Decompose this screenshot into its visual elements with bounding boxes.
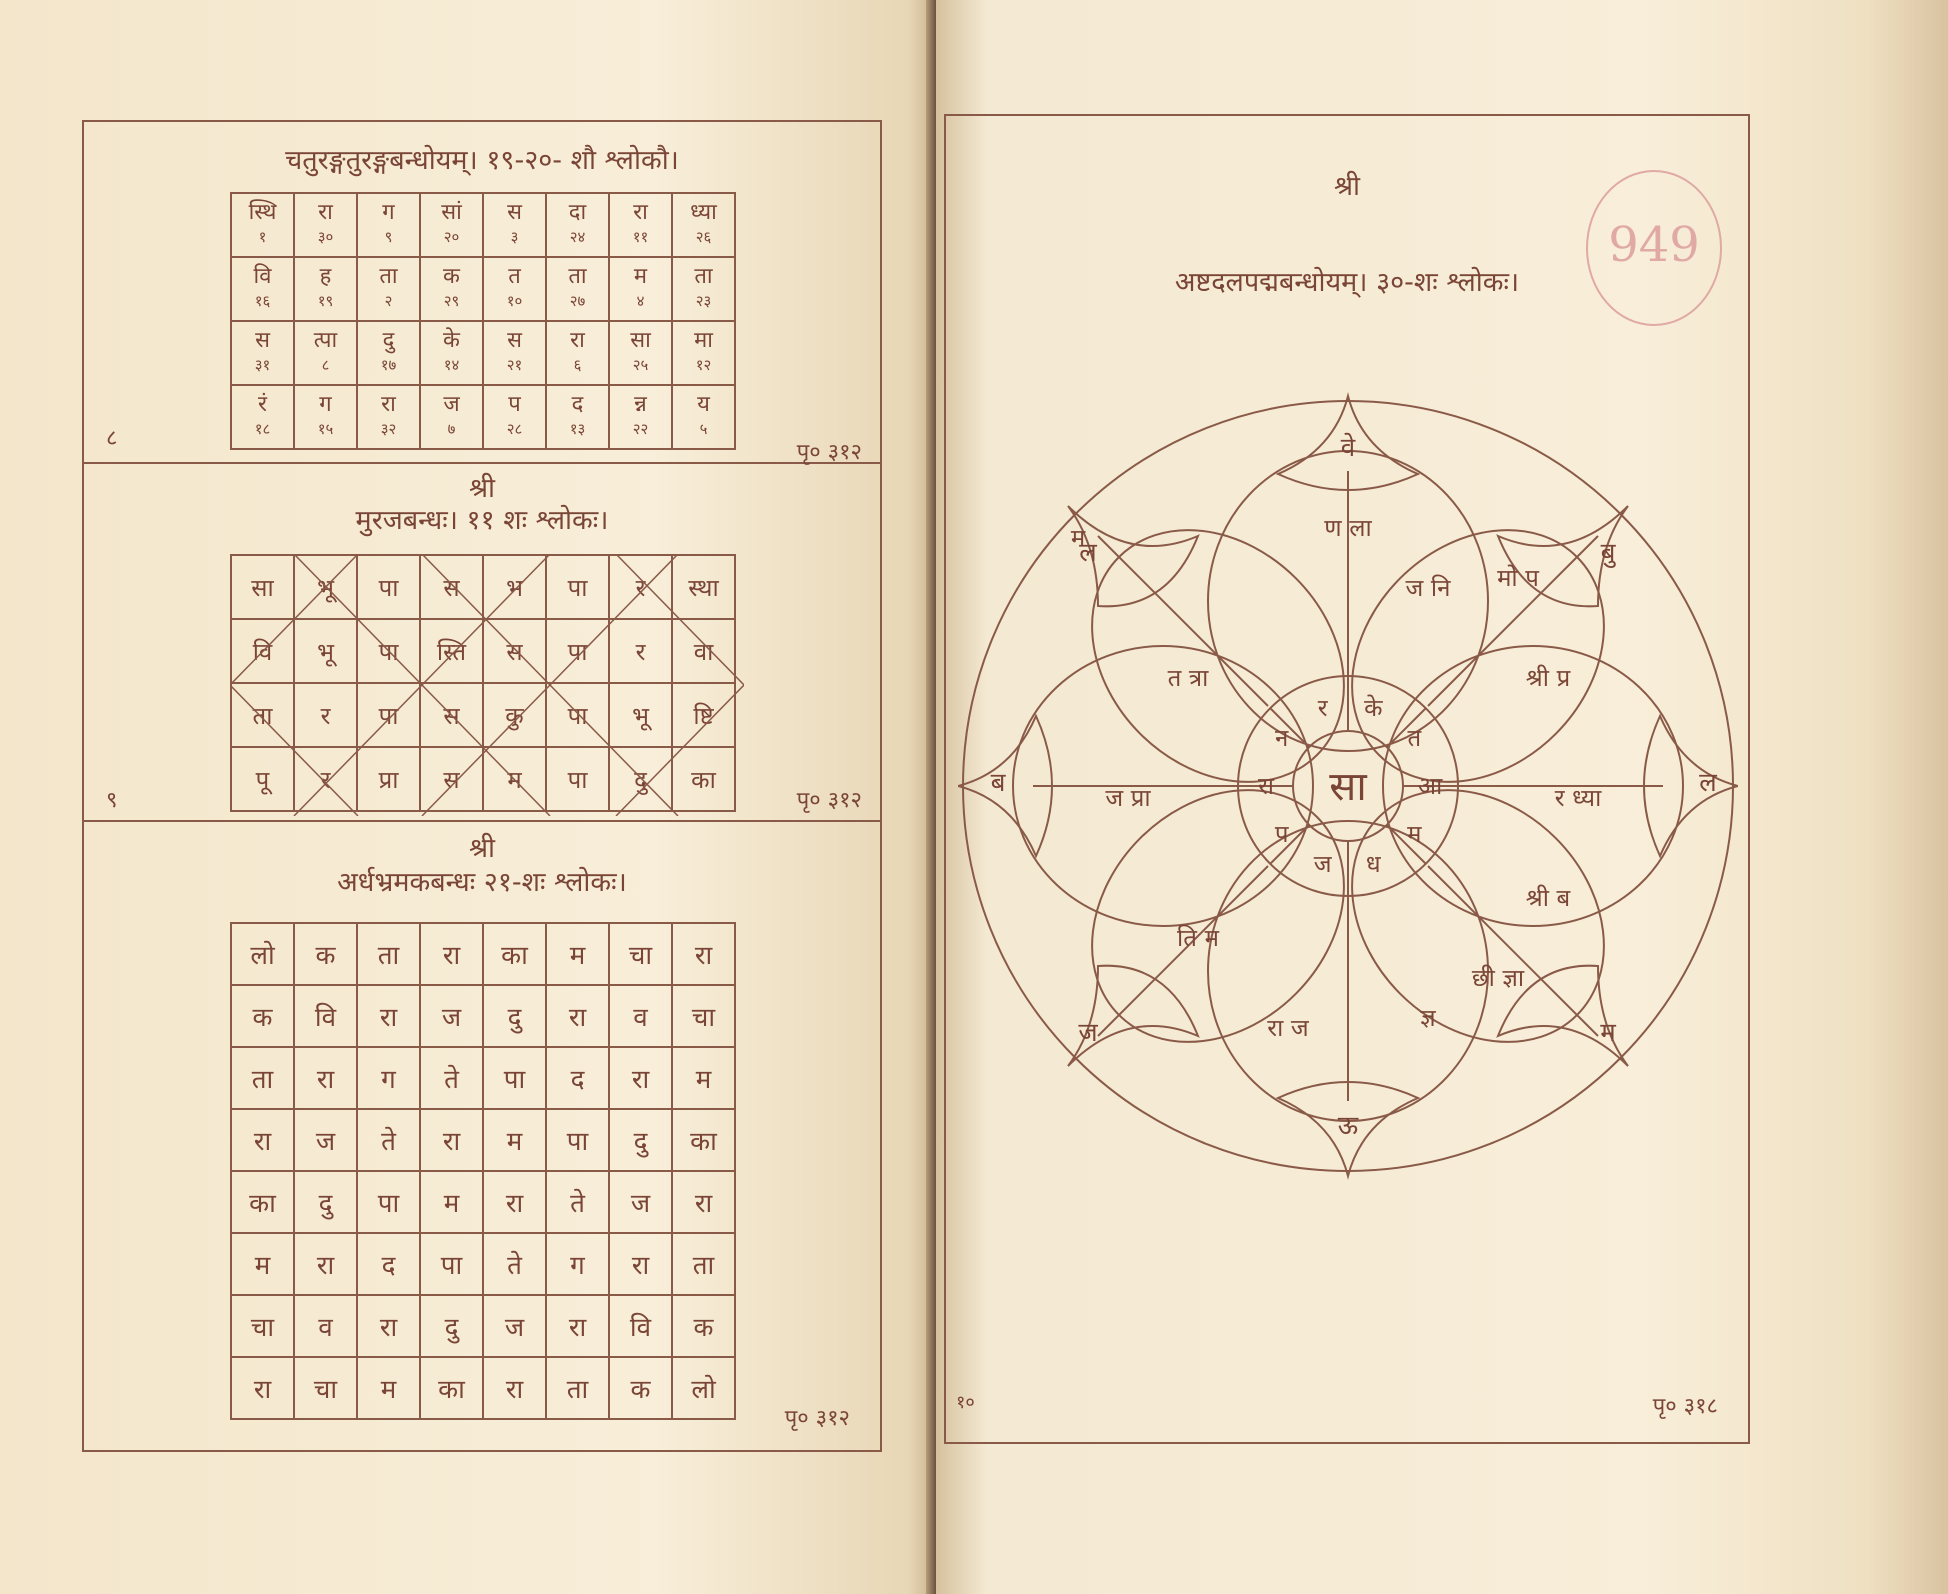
grid-cell — [231, 385, 294, 449]
grid-row — [231, 321, 735, 385]
grid-cell — [294, 257, 357, 321]
inner-ring-syllable: रा — [1257, 772, 1275, 800]
grid-cell: रा — [231, 1109, 294, 1171]
chaturanga-grid — [230, 192, 736, 450]
cell-number: ८ — [321, 356, 330, 374]
cell-number: २९ — [443, 292, 460, 310]
grid-cell — [672, 321, 735, 385]
grid-cell: का — [672, 1109, 735, 1171]
muraja-diagonals — [230, 554, 744, 816]
grid-cell: क — [231, 985, 294, 1047]
right-page — [936, 0, 1948, 1594]
grid-cell: र — [294, 683, 357, 747]
petal-tip-syllable: ब — [990, 768, 1006, 798]
grid-cell: ता — [231, 1047, 294, 1109]
grid-cell: ज — [483, 1295, 546, 1357]
petal-syllables: त त्रा — [1167, 664, 1209, 692]
petal-syllables: रा ज — [1267, 1014, 1309, 1042]
petal-tip-syllable: ऊ — [1337, 1111, 1359, 1141]
cell-syllable: य — [697, 392, 710, 417]
cell-number: ५ — [699, 420, 708, 438]
grid-cell — [609, 193, 672, 257]
cell-syllable: स — [255, 328, 270, 353]
grid-cell: पा — [357, 555, 420, 619]
grid-cell: रा — [672, 1171, 735, 1233]
ardhabhramaka-title: अर्धभ्रमकबन्धः २१-शः श्लोकः। — [337, 867, 627, 898]
inner-ring-syllable: ज — [1313, 850, 1332, 878]
grid-row — [231, 193, 735, 257]
grid-cell: ता — [546, 1357, 609, 1419]
grid-cell — [609, 321, 672, 385]
grid-cell: भू — [294, 555, 357, 619]
grid-row — [231, 1109, 735, 1171]
page-reference: पृ० ३१२ — [796, 440, 862, 465]
grid-row — [231, 1233, 735, 1295]
petal-tip-syllable: ल — [1699, 768, 1717, 798]
grid-cell: दु — [609, 747, 672, 811]
grid-cell: म — [420, 1171, 483, 1233]
grid-cell: रा — [420, 1109, 483, 1171]
petal-syllables: म — [1070, 524, 1086, 552]
ashtadala-lotus-diagram — [958, 386, 1738, 1186]
grid-cell: म — [357, 1357, 420, 1419]
ashtadala-title: अष्टदलपद्मबन्धोयम्। ३०-शः श्लोकः। — [1174, 267, 1520, 298]
grid-cell — [294, 321, 357, 385]
grid-cell: व — [609, 985, 672, 1047]
ardhabhramaka-grid — [230, 922, 736, 1420]
cell-syllable: त — [508, 264, 521, 289]
grid-row — [231, 1047, 735, 1109]
cell-number: २४ — [569, 228, 586, 246]
cell-syllable: ज — [443, 392, 460, 417]
page-reference: पृ० ३१८ — [1652, 1394, 1718, 1419]
grid-cell: पू — [231, 747, 294, 811]
shri-heading: श्री — [468, 473, 496, 504]
inner-ring-syllable: के — [1364, 694, 1383, 722]
cell-syllable: सा — [630, 328, 651, 353]
left-page — [0, 0, 936, 1594]
lotus-center-syllable: सा — [1329, 764, 1367, 810]
grid-cell — [546, 321, 609, 385]
cell-number: २१ — [506, 356, 523, 374]
grid-row — [231, 1357, 735, 1419]
grid-cell: पा — [546, 555, 609, 619]
cell-number: २० — [443, 228, 460, 246]
grid-cell — [357, 385, 420, 449]
ardhabhramaka-panel — [84, 822, 880, 1448]
grid-cell: ता — [231, 683, 294, 747]
cell-syllable: रं — [258, 392, 267, 417]
grid-cell: रा — [483, 1357, 546, 1419]
grid-cell: रा — [420, 923, 483, 985]
grid-cell: पा — [357, 683, 420, 747]
cell-syllable: ता — [694, 264, 713, 289]
grid-cell: का — [231, 1171, 294, 1233]
grid-cell — [483, 257, 546, 321]
grid-cell — [231, 193, 294, 257]
grid-cell: दु — [483, 985, 546, 1047]
grid-cell: रा — [609, 1047, 672, 1109]
inner-ring-syllable: म — [1407, 820, 1422, 849]
grid-cell: ता — [357, 923, 420, 985]
petal-tip-syllable: वे — [1340, 433, 1356, 463]
petal-syllables: ज्ञ — [1420, 1004, 1436, 1032]
left-page-frame — [82, 120, 882, 1452]
petal-tip-syllable: म — [1600, 1018, 1616, 1048]
grid-cell: भू — [294, 619, 357, 683]
grid-cell: क — [609, 1357, 672, 1419]
grid-cell — [357, 193, 420, 257]
grid-cell: म — [546, 923, 609, 985]
grid-cell: कु — [483, 683, 546, 747]
cell-number: १७ — [380, 356, 397, 374]
petal-syllables: ण ला — [1324, 514, 1372, 542]
grid-cell: र — [609, 555, 672, 619]
petal-tip-syllable: ज — [1078, 1018, 1098, 1048]
grid-cell: र — [294, 747, 357, 811]
chaturanga-title: चतुरङ्गतुरङ्गबन्धोयम्। १९-२०- शौ श्लोकौ। — [285, 145, 679, 176]
grid-cell: क — [672, 1295, 735, 1357]
right-page-frame — [944, 114, 1750, 1444]
cell-syllable: क — [443, 264, 460, 289]
cell-syllable: ह — [319, 264, 332, 289]
cell-number: १३ — [569, 420, 586, 438]
cell-number: १ — [258, 228, 267, 246]
grid-cell — [483, 193, 546, 257]
grid-cell — [420, 257, 483, 321]
grid-cell — [546, 193, 609, 257]
grid-cell: ज — [420, 985, 483, 1047]
grid-cell: वि — [294, 985, 357, 1047]
cell-number: ३१ — [254, 356, 271, 374]
muraja-title: मुरजबन्धः। ११ शः श्लोकः। — [355, 505, 609, 536]
grid-cell: द — [357, 1233, 420, 1295]
grid-cell: रा — [546, 985, 609, 1047]
grid-cell: रा — [609, 1233, 672, 1295]
cell-syllable: दु — [382, 328, 395, 353]
grid-cell: दु — [294, 1171, 357, 1233]
grid-cell: ज — [294, 1109, 357, 1171]
cell-syllable: ता — [379, 264, 398, 289]
grid-cell — [231, 321, 294, 385]
grid-cell — [420, 385, 483, 449]
side-page-number: ९ — [106, 788, 118, 813]
petal-syllables: ति म — [1177, 924, 1219, 952]
grid-cell: ते — [357, 1109, 420, 1171]
grid-cell — [672, 257, 735, 321]
grid-cell: चा — [672, 985, 735, 1047]
grid-row — [231, 923, 735, 985]
grid-cell: द — [546, 1047, 609, 1109]
cell-syllable: सां — [441, 200, 462, 225]
grid-cell: लो — [231, 923, 294, 985]
grid-cell: पा — [546, 619, 609, 683]
grid-cell: क — [294, 923, 357, 985]
grid-cell: ते — [420, 1047, 483, 1109]
grid-cell: र — [609, 619, 672, 683]
cell-number: २७ — [569, 292, 586, 310]
grid-cell: पा — [546, 1109, 609, 1171]
grid-cell: सा — [231, 555, 294, 619]
grid-cell — [420, 193, 483, 257]
cell-syllable: म — [633, 264, 648, 289]
grid-cell: वि — [231, 619, 294, 683]
grid-cell: रा — [231, 1357, 294, 1419]
grid-cell: स — [420, 747, 483, 811]
cell-syllable: स — [507, 200, 522, 225]
cell-number: १० — [506, 292, 523, 310]
grid-cell: ग — [357, 1047, 420, 1109]
grid-cell: लो — [672, 1357, 735, 1419]
grid-cell: का — [420, 1357, 483, 1419]
grid-row — [231, 257, 735, 321]
cell-number: १२ — [695, 356, 712, 374]
grid-cell: पा — [546, 683, 609, 747]
cell-number: २६ — [695, 228, 712, 246]
cell-number: २२ — [632, 420, 649, 438]
cell-number: २३ — [695, 292, 712, 310]
cell-number: १५ — [317, 420, 334, 438]
grid-cell: का — [672, 747, 735, 811]
cell-syllable: के — [443, 328, 460, 353]
grid-cell: म — [672, 1047, 735, 1109]
shri-heading: श्री — [468, 833, 496, 864]
grid-cell: रा — [546, 1295, 609, 1357]
cell-number: १८ — [254, 420, 271, 438]
cell-syllable: स — [507, 328, 522, 353]
grid-cell: पा — [357, 619, 420, 683]
cell-syllable: त्पा — [313, 328, 338, 353]
muraja-panel — [84, 464, 880, 822]
petal-syllables: छी ज्ञा — [1471, 964, 1525, 992]
grid-cell — [546, 257, 609, 321]
cell-syllable: वि — [253, 264, 272, 289]
grid-cell: का — [483, 923, 546, 985]
petal-syllables: मो प — [1497, 564, 1539, 592]
cell-syllable: ध्या — [690, 200, 717, 225]
grid-cell: स — [483, 619, 546, 683]
grid-cell — [420, 321, 483, 385]
grid-cell: रा — [672, 923, 735, 985]
grid-cell: रा — [357, 985, 420, 1047]
petal-syllables: ज नि — [1405, 574, 1451, 602]
cell-syllable: रा — [318, 200, 333, 225]
inner-ring-syllable: र — [1317, 694, 1328, 722]
cell-number: १९ — [317, 292, 334, 310]
grid-cell — [609, 385, 672, 449]
grid-row — [231, 985, 735, 1047]
grid-cell — [609, 257, 672, 321]
grid-cell — [546, 385, 609, 449]
cell-number: २८ — [506, 420, 523, 438]
grid-cell: दु — [609, 1109, 672, 1171]
cell-number: १४ — [443, 356, 460, 374]
cell-number: १६ — [254, 292, 271, 310]
petal-tip-syllable: ल — [1079, 538, 1097, 568]
chaturanga-panel — [84, 122, 880, 464]
grid-cell — [231, 257, 294, 321]
grid-cell — [357, 321, 420, 385]
grid-cell: ते — [546, 1171, 609, 1233]
grid-cell: म — [483, 747, 546, 811]
petal-tip-syllable: बु — [1600, 538, 1616, 568]
inner-ring-syllable: ध — [1365, 850, 1381, 878]
cell-syllable: न्न — [634, 392, 647, 417]
inner-ring-syllable: प — [1274, 820, 1289, 849]
grid-row — [231, 1171, 735, 1233]
grid-cell: स्था — [672, 555, 735, 619]
grid-cell: रा — [357, 1295, 420, 1357]
muraja-grid-wrap — [230, 554, 744, 816]
petal-syllables: ज प्रा — [1105, 784, 1151, 812]
cell-number: ९ — [384, 228, 393, 246]
grid-cell: भू — [609, 683, 672, 747]
grid-cell: पा — [420, 1233, 483, 1295]
cell-number: ७ — [447, 420, 456, 438]
cell-syllable: स्थि — [248, 200, 277, 225]
cell-syllable: ग — [319, 392, 332, 417]
grid-cell — [357, 257, 420, 321]
grid-cell — [672, 193, 735, 257]
grid-cell: व — [294, 1295, 357, 1357]
grid-cell: वि — [609, 1295, 672, 1357]
grid-cell: प्रा — [357, 747, 420, 811]
side-page-number: १० — [956, 1392, 975, 1413]
cell-syllable: रा — [633, 200, 648, 225]
cell-number: ४ — [636, 292, 645, 310]
grid-cell: ता — [672, 1233, 735, 1295]
cell-syllable: रा — [570, 328, 585, 353]
grid-cell: चा — [609, 923, 672, 985]
cell-syllable: रा — [381, 392, 396, 417]
cell-syllable: द — [571, 392, 584, 417]
shri-heading: श्री — [1333, 171, 1361, 202]
cell-syllable: ग — [382, 200, 395, 225]
petal-syllables: श्री प्र — [1525, 664, 1571, 692]
grid-cell: रा — [483, 1171, 546, 1233]
grid-cell — [483, 321, 546, 385]
grid-cell — [294, 385, 357, 449]
cell-number: ३ — [510, 228, 519, 246]
grid-cell: रा — [294, 1047, 357, 1109]
grid-cell: चा — [294, 1357, 357, 1419]
grid-cell: म — [231, 1233, 294, 1295]
page-reference: पृ० ३१२ — [784, 1406, 850, 1431]
grid-row — [231, 385, 735, 449]
grid-cell: ते — [483, 1233, 546, 1295]
cell-number: ३० — [317, 228, 334, 246]
inner-ring-syllable: त — [1407, 723, 1422, 752]
cell-syllable: ता — [568, 264, 587, 289]
grid-cell: म — [483, 1109, 546, 1171]
grid-cell: ग — [546, 1233, 609, 1295]
grid-cell — [483, 385, 546, 449]
grid-cell — [672, 385, 735, 449]
page-reference: पृ० ३१२ — [796, 788, 862, 813]
cell-number: २ — [384, 292, 393, 310]
side-page-number: ८ — [106, 426, 118, 451]
grid-cell: भ — [483, 555, 546, 619]
petal-syllables: श्री ब — [1525, 884, 1571, 912]
grid-cell: रा — [294, 1233, 357, 1295]
grid-cell: स — [420, 683, 483, 747]
grid-cell: ष्टि — [672, 683, 735, 747]
grid-cell: पा — [357, 1171, 420, 1233]
grid-cell: पा — [483, 1047, 546, 1109]
cell-syllable: मा — [694, 328, 713, 353]
grid-cell: दु — [420, 1295, 483, 1357]
grid-cell: स — [420, 555, 483, 619]
cell-number: ११ — [632, 228, 649, 246]
inner-ring-syllable: न — [1275, 723, 1289, 752]
cell-number: ३२ — [380, 420, 397, 438]
petal-syllables: र ध्या — [1554, 784, 1602, 812]
grid-cell: वा — [672, 619, 735, 683]
grid-cell: स्ति — [420, 619, 483, 683]
cell-syllable: प — [508, 392, 521, 417]
cell-number: २५ — [632, 356, 649, 374]
grid-row — [231, 1295, 735, 1357]
grid-cell: पा — [546, 747, 609, 811]
library-accession-stamp: 949 — [1586, 170, 1722, 326]
grid-cell: ज — [609, 1171, 672, 1233]
grid-cell — [294, 193, 357, 257]
cell-syllable: दा — [568, 200, 587, 225]
inner-ring-syllable: आ — [1417, 772, 1443, 800]
grid-cell: चा — [231, 1295, 294, 1357]
cell-number: ६ — [573, 356, 582, 374]
